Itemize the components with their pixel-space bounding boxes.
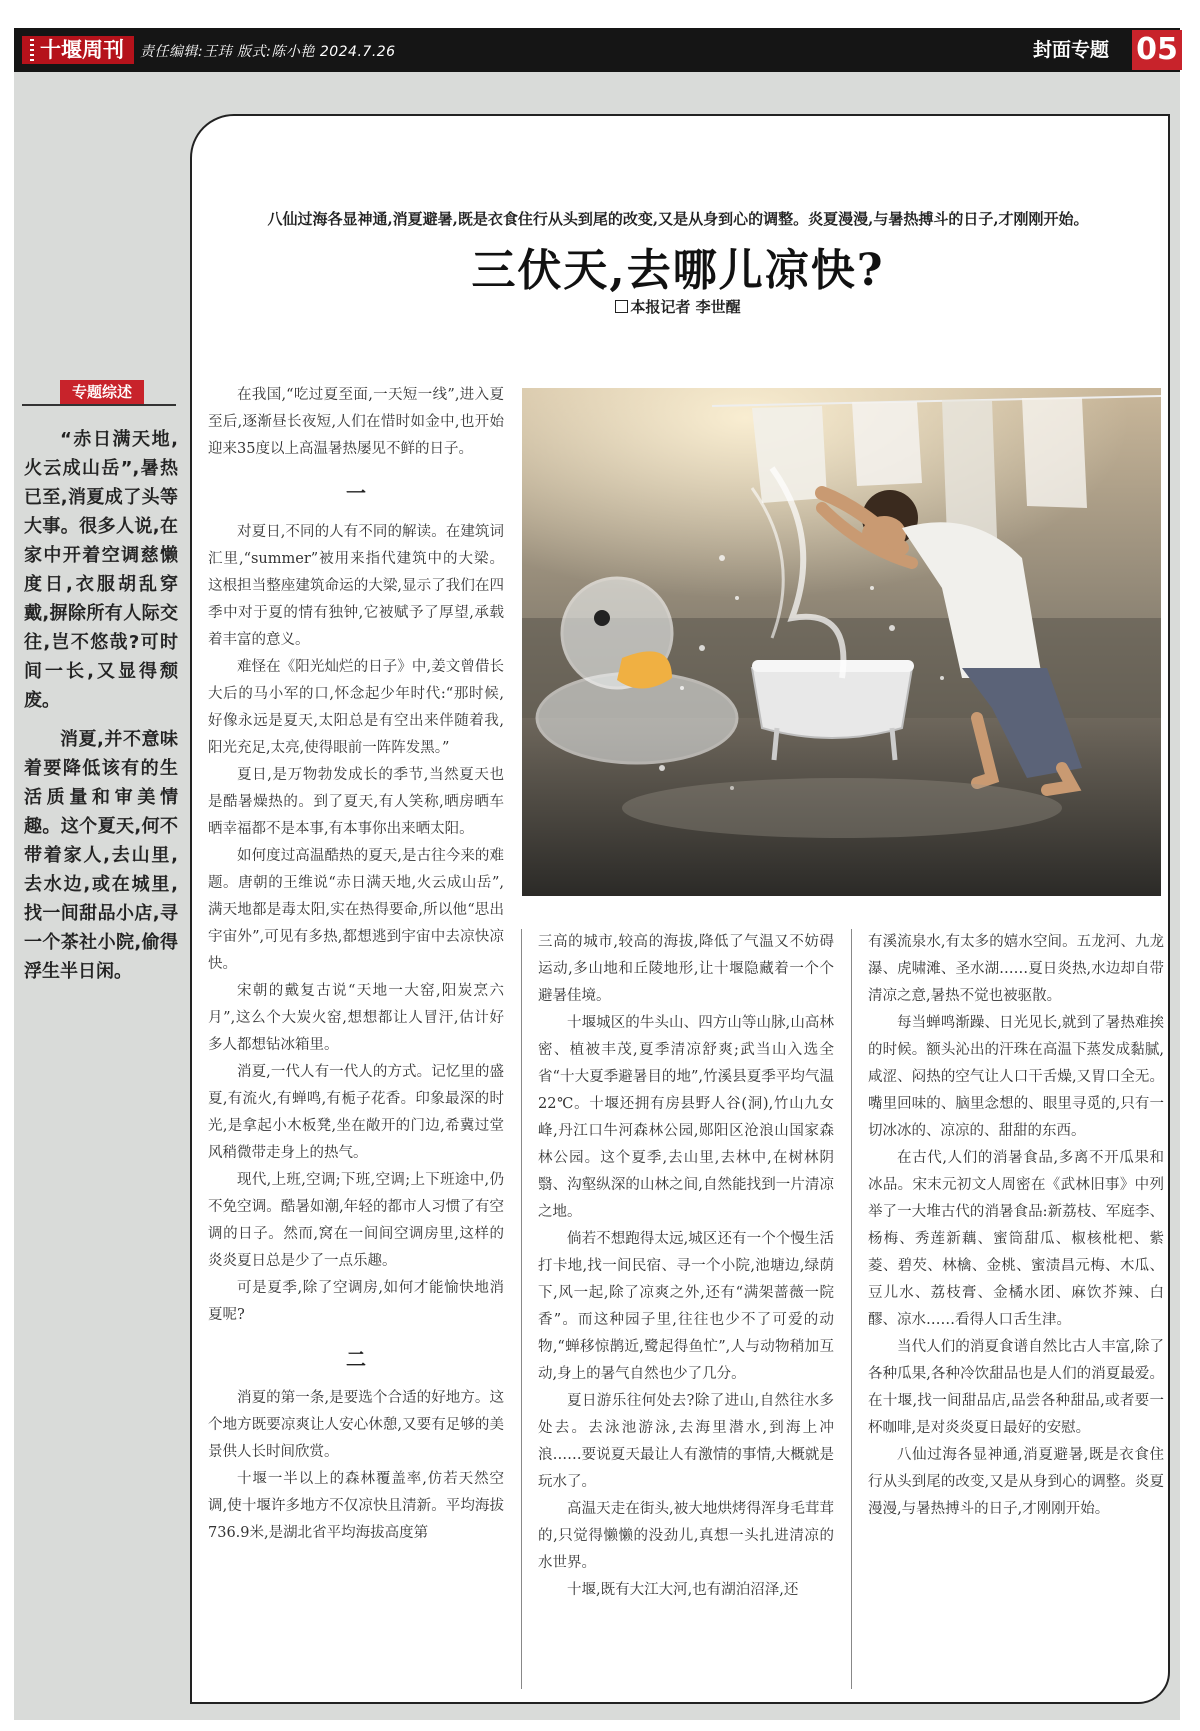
logo-dots-icon [30,39,34,61]
byline-box-icon [615,300,628,313]
paragraph: 三高的城市,较高的海拔,降低了气温又不妨碍运动,多山地和丘陵地形,让十堰隐藏着一个个避暑佳境。 [538,934,834,1004]
paragraph: 十堰城区的牛头山、四方山等山脉,山高林密、植被丰茂,夏季清凉舒爽;武当山入选全省“十大夏季避暑目的地”,竹溪县夏季平均气温22℃。十堰还拥有房县野人谷(洞),竹山九女峰,丹江口牛河森林公园,郧阳区沧浪山国家森林公园。这个夏季,去山里,去林中,在树林阴翳、沟壑纵深的山林之间,自然能找到一片清凉之地。 [538,1015,834,1220]
paragraph: 夏日游乐往何处去?除了进山,自然往水多处去。去泳池游泳,去海里潜水,到海上冲浪……要说夏天最让人有激情的事情,大概就是玩水了。 [538,1393,834,1490]
article-column-2 [538,929,834,1604]
editor-credits: 责任编辑:王玮 版式:陈小艳 2024.7.26 [140,44,396,60]
page-number: 05 [1132,30,1182,70]
article-intro: 八仙过海各显神通,消夏避暑,既是衣食住行从头到尾的改变,又是从身到心的调整。炎夏漫漫,与暑热搏斗的日子,才刚刚开始。 [267,210,1089,228]
paragraph: 在我国,“吃过夏至面,一天短一线”,进入夏至后,逐渐昼长夜短,人们在惜时如金中,也开始迎来35度以上高温暑热屡见不鲜的日子。 [208,387,504,457]
paragraph: 消夏,一代人有一代人的方式。记忆里的盛夏,有流火,有蝉鸣,有栀子花香。印象最深的时光,是拿起小木板凳,坐在敞开的门边,希冀过堂风稍微带走身上的热气。 [208,1064,504,1161]
column-divider [521,929,522,1689]
paragraph: 对夏日,不同的人有不同的解读。在建筑词汇里,“summer”被用来指代建筑中的大梁。这根担当整座建筑命运的大梁,显示了我们在四季中对于夏的情有独钟,它被赋予了厚望,承载着丰富的意义。 [208,524,504,648]
article-byline [238,296,1118,317]
paragraph: 宋朝的戴复古说“天地一大窑,阳炭烹六月”,这么个大炭火窑,想想都让人冒汗,估计好多人都想钻冰箱里。 [208,983,504,1053]
paper-logo [22,36,134,64]
sidebar-divider [22,404,176,406]
paragraph: 倘若不想跑得太远,城区还有一个个慢生活打卡地,找一间民宿、寻一个小院,池塘边,绿荫下,风一起,除了凉爽之外,还有“满架蔷薇一院香”。而这种园子里,往往也少不了可爱的动物,“蝉移惊鹊近,鹭起得鱼忙”,人与动物稍加互动,身上的暑气自然也少了几分。 [538,1231,834,1382]
paragraph: 消夏的第一条,是要选个合适的好地方。这个地方既要凉爽让人安心休憩,又要有足够的美景供人长时间欣赏。 [208,1390,504,1460]
byline-text: 本报记者 李世醒 [630,298,741,316]
paragraph: 现代,上班,空调;下班,空调;上下班途中,仍不免空调。酷暑如潮,年轻的都市人习惯了有空调的日子。然而,窝在一间间空调房里,这样的炎炎夏日总是少了一点乐趣。 [208,1172,504,1269]
article-column-3 [868,929,1164,1523]
article-headline: 三伏天,去哪儿凉快? [471,245,885,296]
paragraph: 在古代,人们的消暑食品,多离不开瓜果和冰品。宋末元初文人周密在《武林旧事》中列举了一大堆古代的消暑食品:新荔枝、军庭李、杨梅、秀莲新藕、蜜筒甜瓜、椒核枇杷、紫菱、碧芡、林檎、金桃、蜜渍昌元梅、木瓜、豆儿水、荔枝膏、金橘水团、麻饮芥辣、白醪、凉水……看得人口舌生津。 [868,1150,1164,1328]
paragraph: 有溪流泉水,有太多的嬉水空间。五龙河、九龙瀑、虎啸滩、圣水湖……夏日炎热,水边却自带清凉之意,暑热不觉也被驱散。 [868,934,1164,1004]
paragraph: 十堰,既有大江大河,也有湖泊沼泽,还 [567,1582,799,1598]
paragraph: 十堰一半以上的森林覆盖率,仿若天然空调,使十堰许多地方不仅凉快且清新。平均海拔736.9米,是湖北省平均海拔高度第 [208,1471,504,1541]
paragraph: 难怪在《阳光灿烂的日子》中,姜文曾借长大后的马小军的口,怀念起少年时代:“那时候,好像永远是夏天,太阳总是有空出来伴随着我,阳光充足,太亮,使得眼前一阵阵发黑。” [208,659,504,756]
article-column-1 [208,382,504,1547]
feature-photo [522,388,1161,896]
column-divider [851,929,852,1689]
feature-photo-illustration [522,388,1161,896]
sidebar-paragraph: 消夏,并不意味着要降低该有的生活质量和审美情趣。这个夏天,何不带着家人,去山里,去水边,或在城里,找一间甜品小店,寻一个茶社小院,偷得浮生半日闲。 [24,729,178,982]
sidebar-tag: 专题综述 [60,380,144,404]
paragraph: 夏日,是万物勃发成长的季节,当然夏天也是酷暑燥热的。到了夏天,有人笑称,晒房晒车晒幸福都不是本事,有本事你出来晒太阳。 [208,767,504,837]
paragraph: 每当蝉鸣渐躁、日光见长,就到了暑热难挨的时候。额头沁出的汗珠在高温下蒸发成黏腻,咸涩、闷热的空气让人口干舌燥,又胃口全无。嘴里回味的、脑里念想的、眼里寻觅的,只有一切冰冰的、凉凉的、甜甜的东西。 [868,1015,1164,1139]
paragraph: 当代人们的消夏食谱自然比古人丰富,除了各种瓜果,各种冷饮甜品也是人们的消夏最爱。在十堰,找一间甜品店,品尝各种甜品,或者要一杯咖啡,是对炎炎夏日最好的安慰。 [868,1339,1164,1436]
sidebar-summary [24,425,178,996]
section-number: 二 [346,1347,366,1371]
section-name: 封面专题 [1033,39,1110,61]
paragraph: 八仙过海各显神通,消夏避暑,既是衣食住行从头到尾的改变,又是从身到心的调整。炎夏漫漫,与暑热搏斗的日子,才刚刚开始。 [868,1447,1164,1517]
paragraph: 高温天走在街头,被大地烘烤得浑身毛茸茸的,只觉得懒懒的没劲儿,真想一头扎进清凉的水世界。 [538,1501,834,1571]
sidebar-paragraph: “赤日满天地,火云成山岳”,暑热已至,消夏成了头等大事。很多人说,在家中开着空调慈懒度日,衣服胡乱穿戴,摒除所有人际交往,岂不悠哉?可时间一长,又显得颓废。 [24,429,178,711]
paragraph: 如何度过高温酷热的夏天,是古往今来的难题。唐朝的王维说“赤日满天地,火云成山岳”,满天地都是毒太阳,实在热得要命,所以他“思出宇宙外”,可见有多热,都想逃到宇宙中去凉快凉快。 [208,848,504,972]
section-number: 一 [346,481,366,505]
paper-name: 十堰周刊 [40,37,124,62]
paragraph: 可是夏季,除了空调房,如何才能愉快地消夏呢? [208,1280,504,1323]
